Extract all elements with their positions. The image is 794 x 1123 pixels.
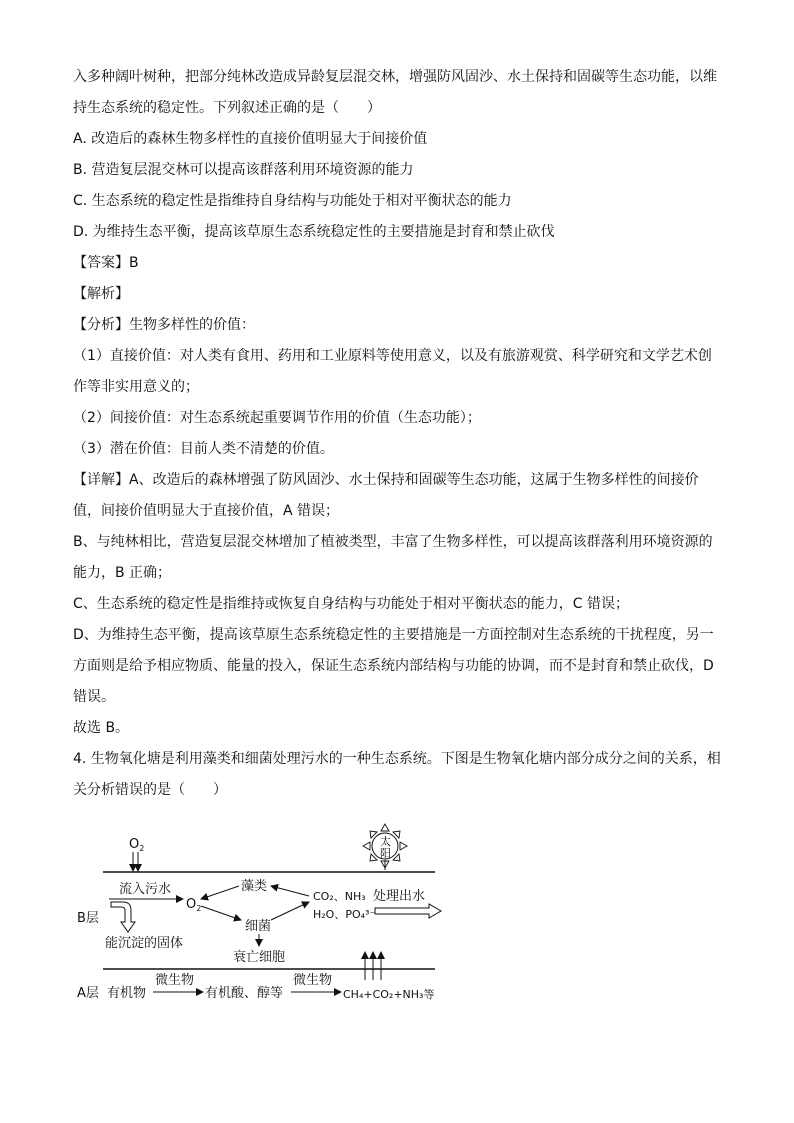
text-line: （1）直接价值：对人类有食用、药用和工业原料等使用意义，以及有旅游观赏、科学研究和文学艺术创 (73, 348, 712, 364)
algae-label: 藻类 (241, 879, 268, 894)
sun-label-1: 太 (380, 835, 391, 848)
inflow-label: 流入污水 (119, 882, 172, 897)
text-line: B. 营造复层混交林可以提高该群落利用环境资源的能力 (73, 162, 414, 178)
text-line: 持生态系统的稳定性。下列叙述正确的是（ ） (73, 100, 381, 116)
text-line: 故选 B。 (73, 720, 130, 736)
algae-to-o2-arrow (201, 886, 239, 899)
organic-label: 有机物 (107, 986, 147, 1001)
sediment-label: 能沉淀的固体 (105, 936, 184, 951)
dead-cells-label: 衰亡细胞 (233, 950, 286, 965)
text-line: 错误。 (73, 689, 115, 705)
outflow-hollow-arrow (375, 904, 441, 918)
text-line: A. 改造后的森林生物多样性的直接价值明显大于间接价值 (73, 131, 428, 147)
text-line: （3）潜在价值：目前人类不清楚的价值。 (73, 441, 334, 457)
products-to-algae-arrow (271, 886, 309, 896)
text-line: 能力，B 正确； (73, 565, 172, 581)
text-line: 入多种阔叶树种，把部分纯林改造成异龄复层混交林，增强防风固沙、水土保持和固碳等生态功能，以维 (73, 69, 717, 85)
o2-mid-label: $O_2$ (186, 897, 202, 913)
text-line: 关分析错误的是（ ） (73, 782, 227, 798)
text-line: 【分析】生物多样性的价值： (73, 317, 255, 333)
text-line: 作等非实用意义的； (73, 379, 199, 395)
bacteria-to-products-arrow (271, 902, 309, 920)
text-line: B、与纯林相比，营造复层混交林增加了植被类型，丰富了生物多样性，可以提高该群落利用环境资源的 (73, 534, 713, 550)
microbe-label-1: 微生物 (155, 973, 195, 988)
text-line: D. 为维持生态平衡，提高该草原生态系统稳定性的主要措施是封育和禁止砍伐 (73, 224, 555, 240)
o2-top-label: $O_2$ (129, 837, 145, 853)
layer-a-label: A层 (77, 986, 99, 1001)
layer-b-label: B层 (77, 911, 99, 926)
text-line: 【详解】A、改造后的森林增强了防风固沙、水土保持和固碳等生态功能，这属于生物多样性的间接价 (73, 472, 699, 488)
text-line: （2）间接价值：对生态系统起重要调节作用的价值（生态功能）； (73, 410, 481, 426)
text-line: 方面则是给予相应物质、能量的投入，保证生态系统内部结构与功能的协调，而不是封育和禁止砍伐，D (73, 658, 714, 674)
text-line: 4. 生物氧化塘是利用藻类和细菌处理污水的一种生态系统。下图是生物氧化塘内部分成分之间的关系，相 (73, 751, 721, 767)
sediment-hollow-arrow (111, 902, 135, 932)
text-line: D、为维持生态平衡，提高该草原生态系统稳定性的主要措施是一方面控制对生态系统的干扰程度，另一 (73, 627, 714, 643)
organic-acids-label: 有机酸、醇等 (205, 986, 284, 1001)
o2-to-bacteria-arrow (201, 906, 241, 920)
text-line: C、生态系统的稳定性是指维持或恢复自身结构与功能处于相对平衡状态的能力，C 错误； (73, 596, 629, 612)
gases-label: CH₄+CO₂+NH₃等 (343, 988, 435, 1001)
text-line: C. 生态系统的稳定性是指维持自身结构与功能处于相对平衡状态的能力 (73, 193, 512, 209)
text-line: 【答案】B (73, 255, 139, 271)
products-line-2: H₂O、PO₄³⁻ (313, 908, 376, 921)
microbe-label-2: 微生物 (293, 973, 333, 988)
bacteria-label: 细菌 (245, 919, 272, 934)
text-line: 【解析】 (73, 286, 129, 302)
text-line: 值，间接价值明显大于直接价值，A 错误； (73, 503, 340, 519)
sun-label-2: 阳 (380, 847, 391, 860)
oxidation-pond-diagram (75, 822, 475, 1012)
outflow-label: 处理出水 (373, 889, 426, 904)
products-line-1: CO₂、NH₃ (313, 890, 366, 903)
